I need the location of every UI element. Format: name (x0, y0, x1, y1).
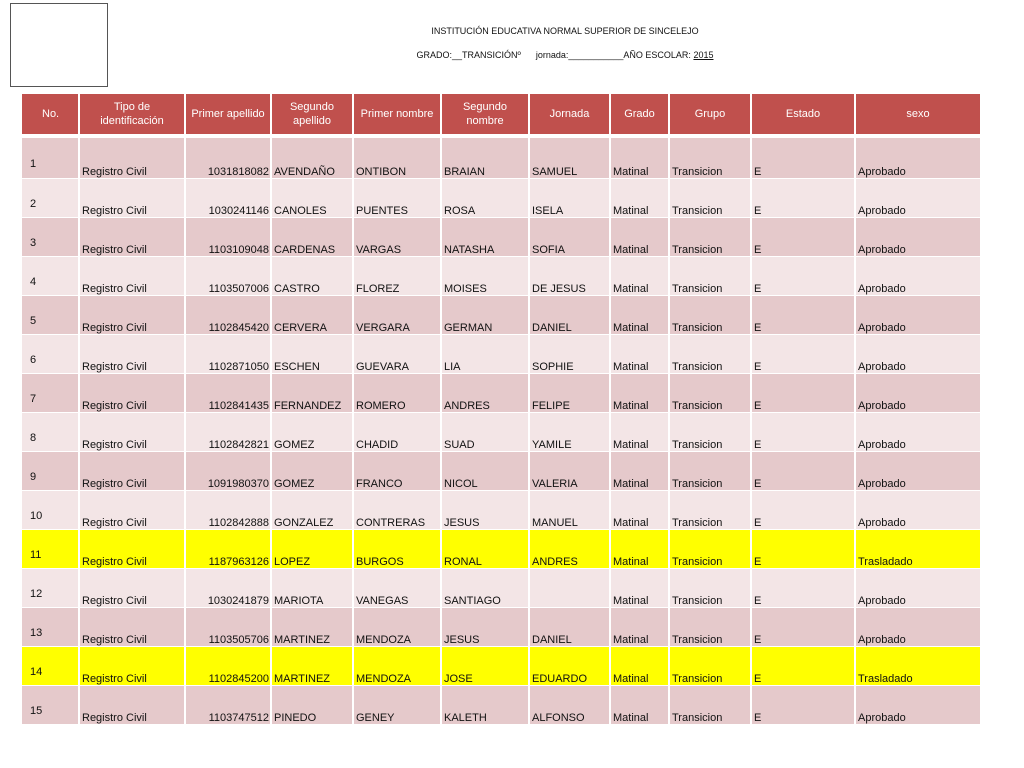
cell-row-number: 7 (21, 374, 79, 413)
cell-id-number: 1102845200 (185, 647, 271, 686)
cell-grado: Transicion (669, 335, 751, 374)
cell-primer-nombre: JOSE (441, 647, 529, 686)
cell-estado: Aprobado (855, 138, 981, 179)
cell-segundo-nombre: DE JESUS (529, 257, 610, 296)
cell-segundo-nombre: DANIEL (529, 608, 610, 647)
cell-primer-apellido: CANOLES (271, 179, 353, 218)
cell-grupo: E (751, 138, 855, 179)
cell-primer-apellido: GOMEZ (271, 452, 353, 491)
table-row (21, 257, 981, 296)
cell-id-type: Registro Civil (79, 179, 185, 218)
cell-primer-nombre: KALETH (441, 686, 529, 725)
table-row (21, 218, 981, 257)
cell-jornada: Matinal (610, 530, 669, 569)
cell-primer-apellido: GOMEZ (271, 413, 353, 452)
cell-grupo: E (751, 530, 855, 569)
cell-segundo-nombre: EDUARDO (529, 647, 610, 686)
cell-segundo-nombre: ISELA (529, 179, 610, 218)
cell-grupo: E (751, 335, 855, 374)
cell-segundo-apellido: BURGOS (353, 530, 441, 569)
cell-segundo-apellido: GUEVARA (353, 335, 441, 374)
cell-id-number: 1102842888 (185, 491, 271, 530)
cell-primer-nombre: ANDRES (441, 374, 529, 413)
cell-id-number: 1102842821 (185, 413, 271, 452)
cell-jornada: Matinal (610, 374, 669, 413)
cell-primer-apellido: GONZALEZ (271, 491, 353, 530)
cell-estado: Aprobado (855, 335, 981, 374)
cell-segundo-nombre (529, 569, 610, 608)
cell-estado: Aprobado (855, 413, 981, 452)
cell-primer-nombre: MOISES (441, 257, 529, 296)
cell-primer-apellido: CERVERA (271, 296, 353, 335)
cell-id-number: 1103505706 (185, 608, 271, 647)
cell-grado: Transicion (669, 686, 751, 725)
cell-id-type: Registro Civil (79, 413, 185, 452)
table-row (21, 452, 981, 491)
cell-row-number: 8 (21, 413, 79, 452)
table-row (21, 647, 981, 686)
cell-grupo: E (751, 413, 855, 452)
cell-grupo: E (751, 374, 855, 413)
table-row (21, 686, 981, 725)
cell-segundo-apellido: GENEY (353, 686, 441, 725)
cell-primer-nombre: LIA (441, 335, 529, 374)
cell-primer-nombre: SANTIAGO (441, 569, 529, 608)
cell-segundo-apellido: VANEGAS (353, 569, 441, 608)
cell-primer-nombre: NICOL (441, 452, 529, 491)
cell-grupo: E (751, 452, 855, 491)
table-row (21, 569, 981, 608)
table-row (21, 374, 981, 413)
cell-id-number: 1187963126 (185, 530, 271, 569)
cell-segundo-nombre: SOFIA (529, 218, 610, 257)
cell-estado: Aprobado (855, 257, 981, 296)
cell-segundo-nombre: ALFONSO (529, 686, 610, 725)
cell-segundo-nombre: ANDRES (529, 530, 610, 569)
cell-jornada: Matinal (610, 218, 669, 257)
cell-grado: Transicion (669, 179, 751, 218)
cell-id-type: Registro Civil (79, 491, 185, 530)
table-row (21, 608, 981, 647)
table-row (21, 413, 981, 452)
cell-jornada: Matinal (610, 608, 669, 647)
cell-segundo-nombre: MANUEL (529, 491, 610, 530)
cell-id-type: Registro Civil (79, 569, 185, 608)
cell-grado: Transicion (669, 374, 751, 413)
col-header-estado: Estado (751, 94, 855, 135)
cell-jornada: Matinal (610, 452, 669, 491)
cell-estado: Aprobado (855, 452, 981, 491)
cell-id-number: 1031818082 (185, 138, 271, 179)
table-row (21, 335, 981, 374)
cell-jornada: Matinal (610, 569, 669, 608)
cell-id-type: Registro Civil (79, 608, 185, 647)
cell-id-type: Registro Civil (79, 647, 185, 686)
col-header-primer-apellido: Primer apellido (185, 94, 271, 135)
col-header-grupo: Grupo (669, 94, 751, 135)
cell-grupo: E (751, 569, 855, 608)
cell-estado: Aprobado (855, 491, 981, 530)
cell-segundo-nombre: DANIEL (529, 296, 610, 335)
cell-segundo-apellido: MENDOZA (353, 647, 441, 686)
cell-id-type: Registro Civil (79, 138, 185, 179)
cell-segundo-nombre: FELIPE (529, 374, 610, 413)
cell-id-number: 1103747512 (185, 686, 271, 725)
cell-primer-apellido: FERNANDEZ (271, 374, 353, 413)
col-header-segundo-apellido: Segundo apellido (271, 94, 353, 135)
table-row (21, 179, 981, 218)
cell-row-number: 2 (21, 179, 79, 218)
table-row (21, 296, 981, 335)
cell-row-number: 14 (21, 647, 79, 686)
cell-primer-nombre: JESUS (441, 608, 529, 647)
logo-placeholder (10, 3, 108, 87)
table-row (21, 530, 981, 569)
cell-id-type: Registro Civil (79, 686, 185, 725)
cell-primer-nombre: RONAL (441, 530, 529, 569)
cell-row-number: 6 (21, 335, 79, 374)
cell-primer-apellido: MARTINEZ (271, 608, 353, 647)
cell-primer-nombre: JESUS (441, 491, 529, 530)
cell-id-type: Registro Civil (79, 218, 185, 257)
cell-row-number: 13 (21, 608, 79, 647)
grado-label: GRADO:__TRANSICIÓNº (416, 50, 521, 60)
cell-primer-apellido: MARTINEZ (271, 647, 353, 686)
student-table (20, 93, 982, 725)
cell-primer-apellido: LOPEZ (271, 530, 353, 569)
cell-primer-apellido: AVENDAÑO (271, 138, 353, 179)
cell-primer-nombre: ROSA (441, 179, 529, 218)
cell-primer-nombre: SUAD (441, 413, 529, 452)
cell-id-type: Registro Civil (79, 374, 185, 413)
cell-row-number: 3 (21, 218, 79, 257)
cell-grado: Transicion (669, 218, 751, 257)
cell-jornada: Matinal (610, 647, 669, 686)
cell-estado: Aprobado (855, 374, 981, 413)
cell-grupo: E (751, 218, 855, 257)
col-header-tipo: Tipo de identificación (79, 94, 185, 135)
cell-grupo: E (751, 179, 855, 218)
cell-id-number: 1103507006 (185, 257, 271, 296)
cell-row-number: 15 (21, 686, 79, 725)
cell-estado: Aprobado (855, 686, 981, 725)
cell-grupo: E (751, 647, 855, 686)
cell-segundo-nombre: VALERIA (529, 452, 610, 491)
table-row (21, 138, 981, 179)
col-header-segundo-nombre: Segundo nombre (441, 94, 529, 135)
cell-jornada: Matinal (610, 335, 669, 374)
cell-row-number: 5 (21, 296, 79, 335)
col-header-jornada: Jornada (529, 94, 610, 135)
cell-segundo-nombre: YAMILE (529, 413, 610, 452)
cell-row-number: 11 (21, 530, 79, 569)
cell-jornada: Matinal (610, 257, 669, 296)
cell-id-type: Registro Civil (79, 530, 185, 569)
cell-segundo-apellido: FLOREZ (353, 257, 441, 296)
cell-segundo-apellido: CONTRERAS (353, 491, 441, 530)
cell-grado: Transicion (669, 608, 751, 647)
cell-segundo-apellido: MENDOZA (353, 608, 441, 647)
cell-grado: Transicion (669, 491, 751, 530)
cell-primer-apellido: PINEDO (271, 686, 353, 725)
cell-id-number: 1030241146 (185, 179, 271, 218)
cell-grado: Transicion (669, 452, 751, 491)
cell-id-number: 1030241879 (185, 569, 271, 608)
col-header-grado: Grado (610, 94, 669, 135)
cell-row-number: 4 (21, 257, 79, 296)
cell-segundo-apellido: PUENTES (353, 179, 441, 218)
cell-grado: Transicion (669, 530, 751, 569)
cell-id-type: Registro Civil (79, 296, 185, 335)
cell-estado: Aprobado (855, 608, 981, 647)
cell-segundo-apellido: ROMERO (353, 374, 441, 413)
cell-id-number: 1091980370 (185, 452, 271, 491)
cell-jornada: Matinal (610, 686, 669, 725)
cell-grupo: E (751, 686, 855, 725)
cell-segundo-apellido: ONTIBON (353, 138, 441, 179)
cell-primer-apellido: ESCHEN (271, 335, 353, 374)
cell-row-number: 9 (21, 452, 79, 491)
cell-grupo: E (751, 608, 855, 647)
cell-jornada: Matinal (610, 138, 669, 179)
cell-estado: Trasladado (855, 530, 981, 569)
cell-segundo-nombre: SAMUEL (529, 138, 610, 179)
cell-primer-nombre: GERMAN (441, 296, 529, 335)
cell-grado: Transicion (669, 413, 751, 452)
col-header-primer-nombre: Primer nombre (353, 94, 441, 135)
cell-estado: Aprobado (855, 569, 981, 608)
cell-estado: Aprobado (855, 218, 981, 257)
cell-id-number: 1102841435 (185, 374, 271, 413)
cell-primer-nombre: BRAIAN (441, 138, 529, 179)
cell-grado: Transicion (669, 257, 751, 296)
col-header-no: No. (21, 94, 79, 135)
school-year: 2015 (693, 50, 714, 60)
cell-id-number: 1102871050 (185, 335, 271, 374)
cell-segundo-apellido: VARGAS (353, 218, 441, 257)
cell-grupo: E (751, 491, 855, 530)
cell-jornada: Matinal (610, 179, 669, 218)
cell-jornada: Matinal (610, 296, 669, 335)
cell-jornada: Matinal (610, 491, 669, 530)
cell-id-type: Registro Civil (79, 452, 185, 491)
jornada-label: jornada:___________AÑO ESCOLAR: (535, 50, 691, 60)
cell-grado: Transicion (669, 647, 751, 686)
cell-estado: Aprobado (855, 296, 981, 335)
cell-segundo-apellido: VERGARA (353, 296, 441, 335)
table-row (21, 491, 981, 530)
cell-segundo-nombre: SOPHIE (529, 335, 610, 374)
table-body (21, 138, 981, 725)
col-header-sexo: sexo (855, 94, 981, 135)
cell-primer-apellido: MARIOTA (271, 569, 353, 608)
institution-title: INSTITUCIÓN EDUCATIVA NORMAL SUPERIOR DE SINCELEJO (431, 26, 699, 36)
cell-grado: Transicion (669, 138, 751, 179)
cell-primer-apellido: CASTRO (271, 257, 353, 296)
cell-grupo: E (751, 296, 855, 335)
cell-segundo-apellido: FRANCO (353, 452, 441, 491)
cell-row-number: 1 (21, 138, 79, 179)
cell-estado: Aprobado (855, 179, 981, 218)
cell-id-type: Registro Civil (79, 335, 185, 374)
cell-row-number: 12 (21, 569, 79, 608)
cell-id-number: 1103109048 (185, 218, 271, 257)
cell-estado: Trasladado (855, 647, 981, 686)
cell-grupo: E (751, 257, 855, 296)
cell-primer-apellido: CARDENAS (271, 218, 353, 257)
cell-id-type: Registro Civil (79, 257, 185, 296)
cell-grado: Transicion (669, 296, 751, 335)
header-subtitle (300, 50, 830, 60)
cell-grado: Transicion (669, 569, 751, 608)
cell-id-number: 1102845420 (185, 296, 271, 335)
table-header-row (21, 94, 981, 135)
cell-row-number: 10 (21, 491, 79, 530)
cell-primer-nombre: NATASHA (441, 218, 529, 257)
cell-jornada: Matinal (610, 413, 669, 452)
cell-segundo-apellido: CHADID (353, 413, 441, 452)
